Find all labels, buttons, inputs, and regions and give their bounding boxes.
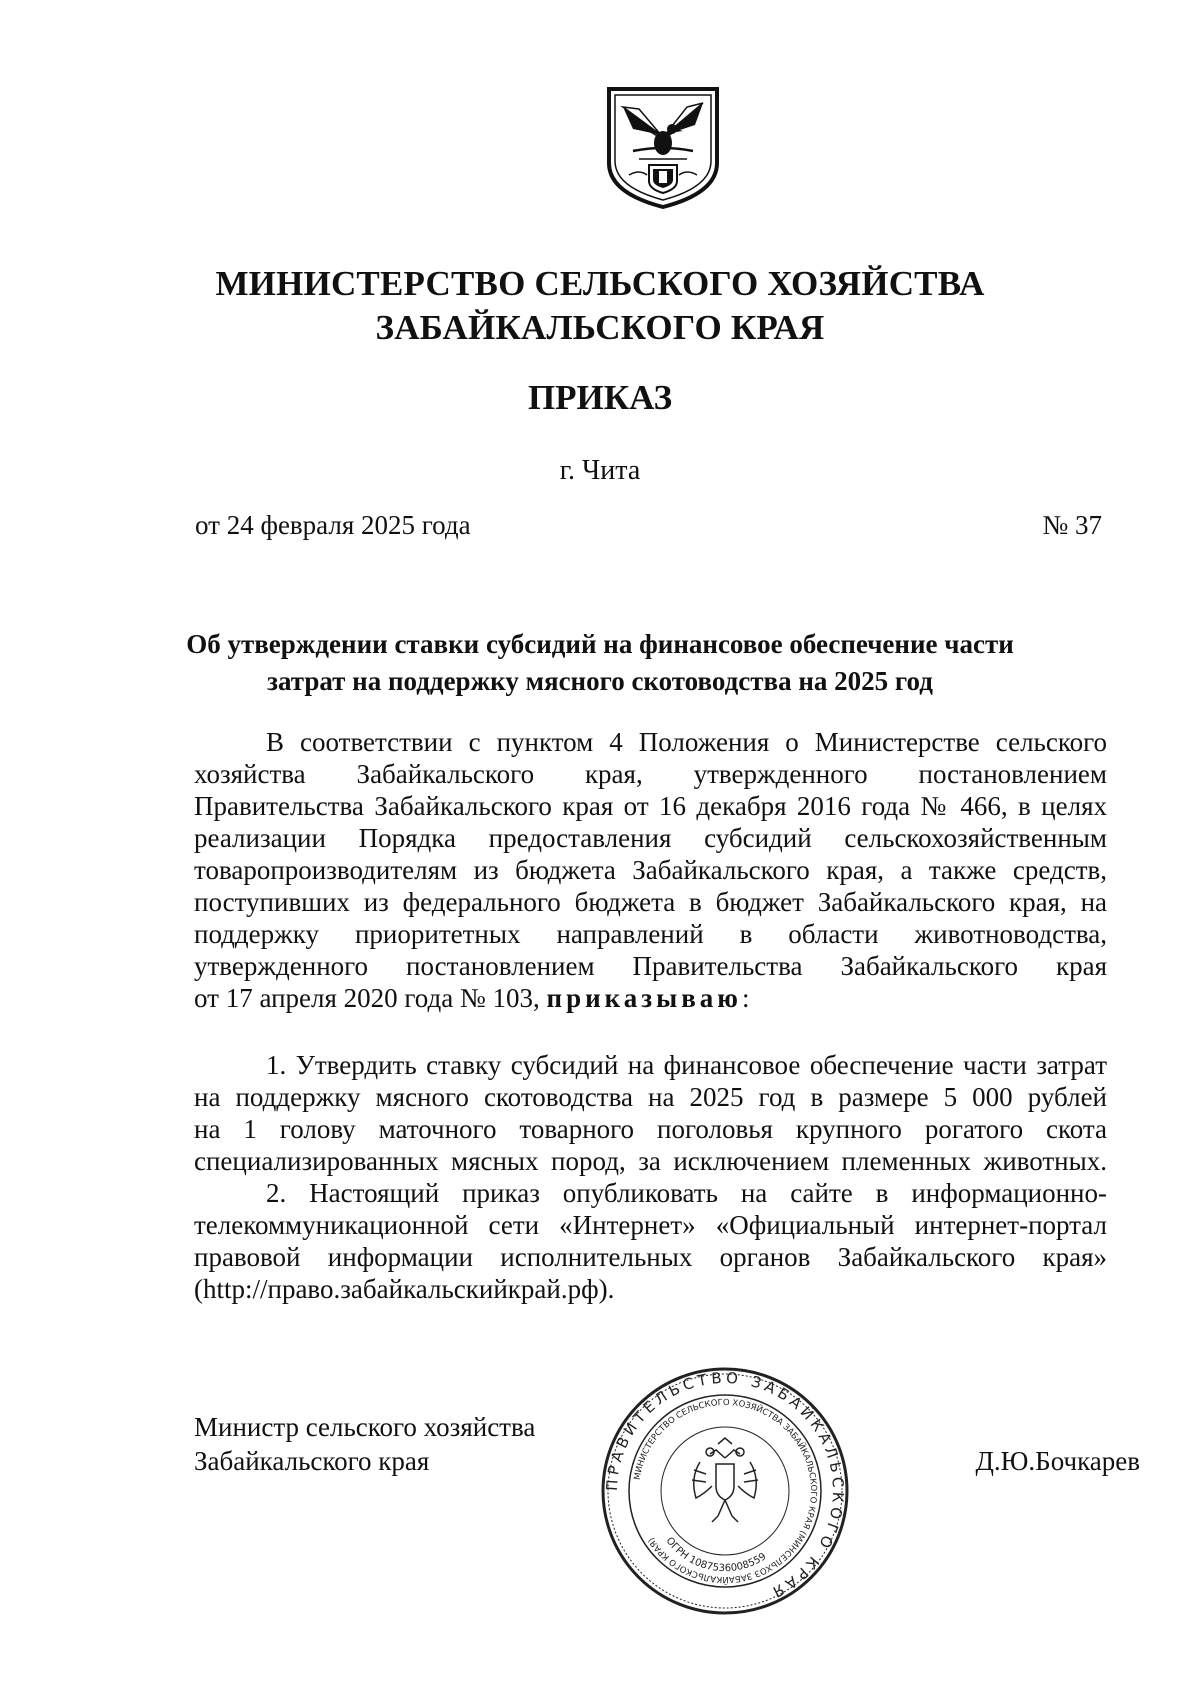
double-headed-eagle-icon [692, 1438, 758, 1522]
order-item-line: телекоммуникационной сети «Интернет» «Официальный интернет-портал [194, 1210, 1107, 1240]
preamble-line: поддержку приоритетных направлений в области животноводства, [194, 919, 1107, 949]
order-items [194, 1049, 1107, 1305]
preamble-line: товаропроизводителям из бюджета Забайкальского края, а также средств, [194, 855, 1107, 885]
document-date: от 24 февраля 2025 года [195, 510, 471, 540]
preamble-line: утвержденного постановлением Правительства Забайкальского края [194, 951, 1107, 981]
order-item-line: (http://право.забайкальскийкрай.рф). [194, 1274, 615, 1304]
preamble-line: В соответствии с пунктом 4 Положения о Министерстве сельского [266, 727, 1107, 757]
coat-of-arms-icon [603, 85, 723, 211]
order-item-line: 2. Настоящий приказ опубликовать на сайте в информационно- [266, 1178, 1107, 1208]
seal-outer-text: ПРАВИТЕЛЬСТВО ЗАБАЙКАЛЬСКОГО КРАЯ [602, 1368, 848, 1603]
order-item-line: 1. Утвердить ставку субсидий на финансовое обеспечение части затрат [266, 1050, 1107, 1080]
order-item-line: правовой информации исполнительных органов Забайкальского края» [194, 1242, 1107, 1272]
preamble-paragraph [194, 726, 1107, 1014]
svg-text:МИНИСТЕРСТВО СЕЛЬСКОГО ХОЗЯЙСТ [633, 1398, 818, 1586]
signer-title [194, 1410, 535, 1478]
preamble-last-line-end: : [741, 983, 750, 1013]
document-subject [0, 626, 1200, 700]
document-city: г. Чита [559, 455, 641, 486]
preamble-last-line-text: от 17 апреля 2020 года № 103, [194, 983, 547, 1013]
subject-line1: Об утверждении ставки субсидий на финансовое обеспечение части [186, 629, 1014, 659]
document-number: № 37 [1042, 510, 1102, 540]
seal-ogrn: ОГРН 1087536008559 [663, 1535, 769, 1575]
preamble-line: поступивших из федерального бюджета в бюджет Забайкальского края, на [194, 887, 1107, 917]
signer-title-line1: Министр сельского хозяйства [194, 1412, 536, 1442]
preamble-line: реализации Порядка предоставления субсидий сельскохозяйственным [194, 823, 1107, 853]
signer-title-line2: Забайкальского края [194, 1446, 430, 1476]
official-seal-icon [600, 1366, 850, 1616]
seal-inner-text: МИНИСТЕРСТВО СЕЛЬСКОГО ХОЗЯЙСТВА ЗАБАЙКАЛЬСКОГО КРАЯ (МИНСЕЛЬХОЗ ЗАБАЙКАЛЬСКОГО КРАЯ) [632, 1397, 819, 1585]
order-item-line: на 1 голову маточного товарного поголовья крупного рогатого скота [194, 1114, 1107, 1144]
organization-name [0, 262, 1200, 350]
organization-name-line2: ЗАБАЙКАЛЬСКОГО КРАЯ [375, 308, 825, 347]
subject-line2: затрат на поддержку мясного скотоводства на 2025 год [267, 666, 933, 696]
order-item-line: на поддержку мясного скотоводства на 2025 год в размере 5 000 рублей [194, 1082, 1107, 1112]
organization-name-line1: МИНИСТЕРСТВО СЕЛЬСКОГО ХОЗЯЙСТВА [215, 264, 985, 303]
signer-name: Д.Ю.Бочкарев [975, 1446, 1140, 1476]
preamble-line: хозяйства Забайкальского края, утвержденного постановлением [194, 759, 1107, 789]
preamble-last-line [194, 982, 1107, 1014]
document-type: ПРИКАЗ [527, 378, 673, 417]
preamble-line: Правительства Забайкальского края от 16 декабря 2016 года № 466, в целях [194, 791, 1107, 821]
order-word: приказываю [546, 983, 742, 1013]
order-item-line: специализированных мясных пород, за исключением племенных животных. [194, 1146, 1107, 1176]
